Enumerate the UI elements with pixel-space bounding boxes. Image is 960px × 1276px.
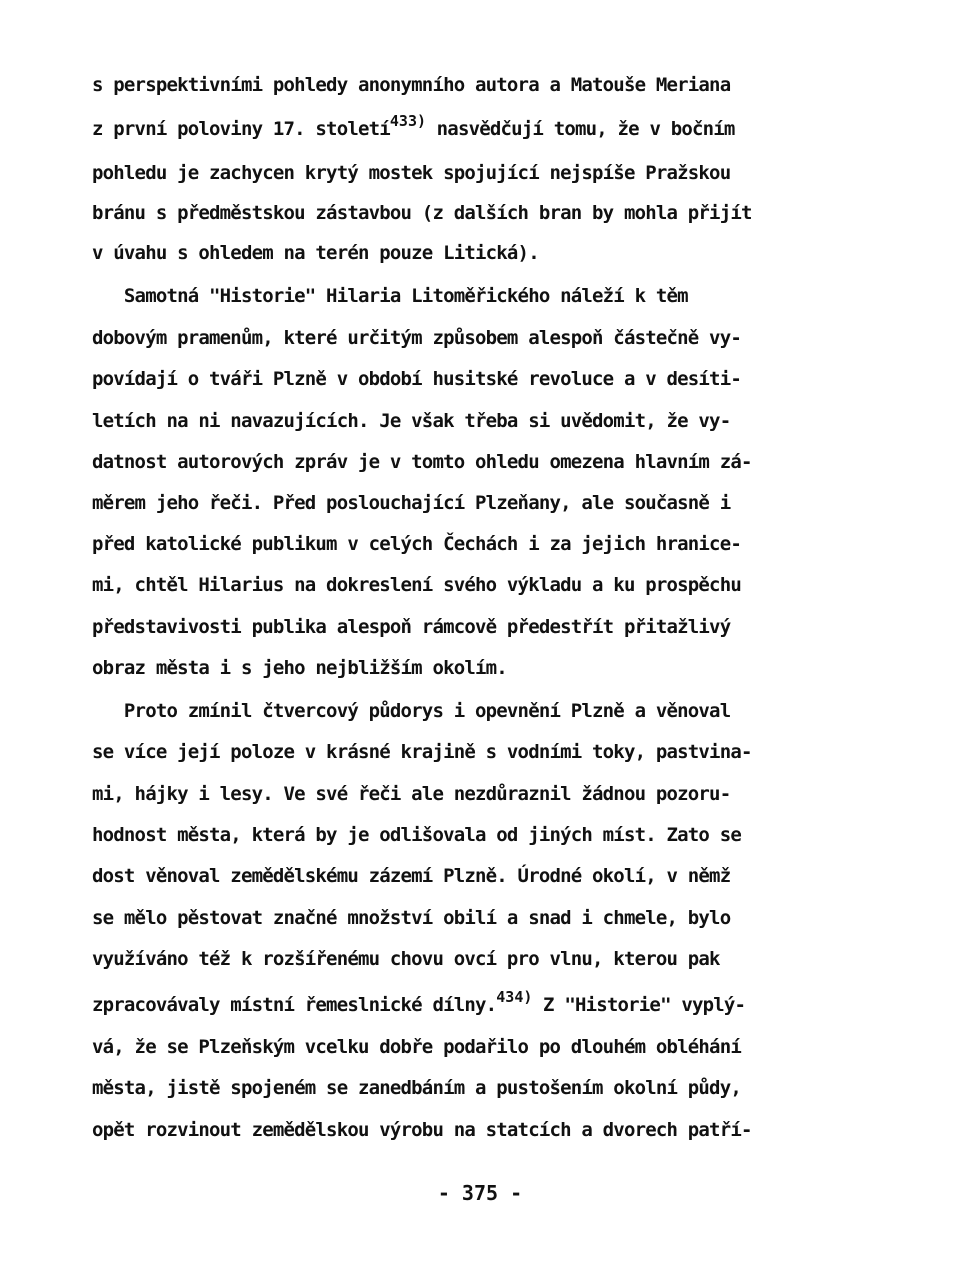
text-line: před katolické publikum v celých Čechách i za jejich hranice-	[92, 533, 741, 555]
text-line: mi, hájky i lesy. Ve své řeči ale nezdůraznil žádnou pozoru-	[92, 783, 731, 805]
text-line: obraz města i s jeho nejbližším okolím.	[92, 657, 507, 679]
text-line: Proto zmínil čtvercový půdorys i opevnění Plzně a věnoval	[92, 700, 731, 722]
text-line: vá, že se Plzeňským vcelku dobře podařilo po dlouhém obléhání	[92, 1036, 741, 1058]
text-line: dost věnoval zemědělskému zázemí Plzně. Úrodné okolí, v němž	[92, 865, 731, 887]
text-line: povídají o tváři Plzně v období husitské revoluce a v desíti-	[92, 368, 741, 390]
page-number: - 375 -	[437, 1181, 523, 1205]
text-line: se mělo pěstovat značné množství obilí a snad i chmele, bylo	[92, 907, 731, 929]
text-line-with-footnote	[92, 112, 735, 142]
text-line: datnost autorových zpráv je v tomto ohledu omezena hlavním zá-	[92, 451, 752, 473]
text-line-with-footnote	[92, 988, 746, 1018]
line-text: z první poloviny 17. století	[92, 118, 390, 140]
text-line: pohledu je zachycen krytý mostek spojující nejspíše Pražskou	[92, 162, 731, 184]
text-line: hodnost města, která by je odlišovala od jiných míst. Zato se	[92, 824, 741, 846]
text-line: v úvahu s ohledem na terén pouze Litická).	[92, 242, 539, 264]
footnote-marker: 433)	[389, 112, 427, 130]
text-line: bránu s předměstskou zástavbou (z dalších bran by mohla přijít	[92, 202, 752, 224]
text-line: opět rozvinout zemědělskou výrobu na statcích a dvorech patří-	[92, 1119, 752, 1141]
text-line: města, jistě spojeném se zanedbáním a pustošením okolní půdy,	[92, 1077, 741, 1099]
line-text-rest: Z "Historie" vyplý-	[532, 994, 746, 1016]
text-line: dobovým pramenům, které určitým způsobem alespoň částečně vy-	[92, 327, 741, 349]
line-text: zpracovávaly místní řemeslnické dílny.	[92, 994, 497, 1016]
text-line: se více její poloze v krásné krajině s vodními toky, pastvina-	[92, 741, 752, 763]
text-line: s perspektivními pohledy anonymního autora a Matouše Meriana	[92, 74, 731, 96]
text-line: měrem jeho řeči. Před poslouchající Plzeňany, ale současně i	[92, 492, 731, 514]
line-text-rest: nasvědčují tomu, že v bočním	[426, 118, 735, 140]
text-line: využíváno též k rozšířenému chovu ovcí pro vlnu, kterou pak	[92, 948, 720, 970]
text-line: letích na ni navazujících. Je však třeba si uvědomit, že vy-	[92, 410, 731, 432]
text-line: Samotná "Historie" Hilaria Litoměřického náleží k těm	[92, 285, 688, 307]
text-line: mi, chtěl Hilarius na dokreslení svého výkladu a ku prospěchu	[92, 574, 741, 596]
footnote-marker: 434)	[496, 988, 533, 1006]
text-line: představivosti publika alespoň rámcově předestřít přitažlivý	[92, 616, 731, 638]
